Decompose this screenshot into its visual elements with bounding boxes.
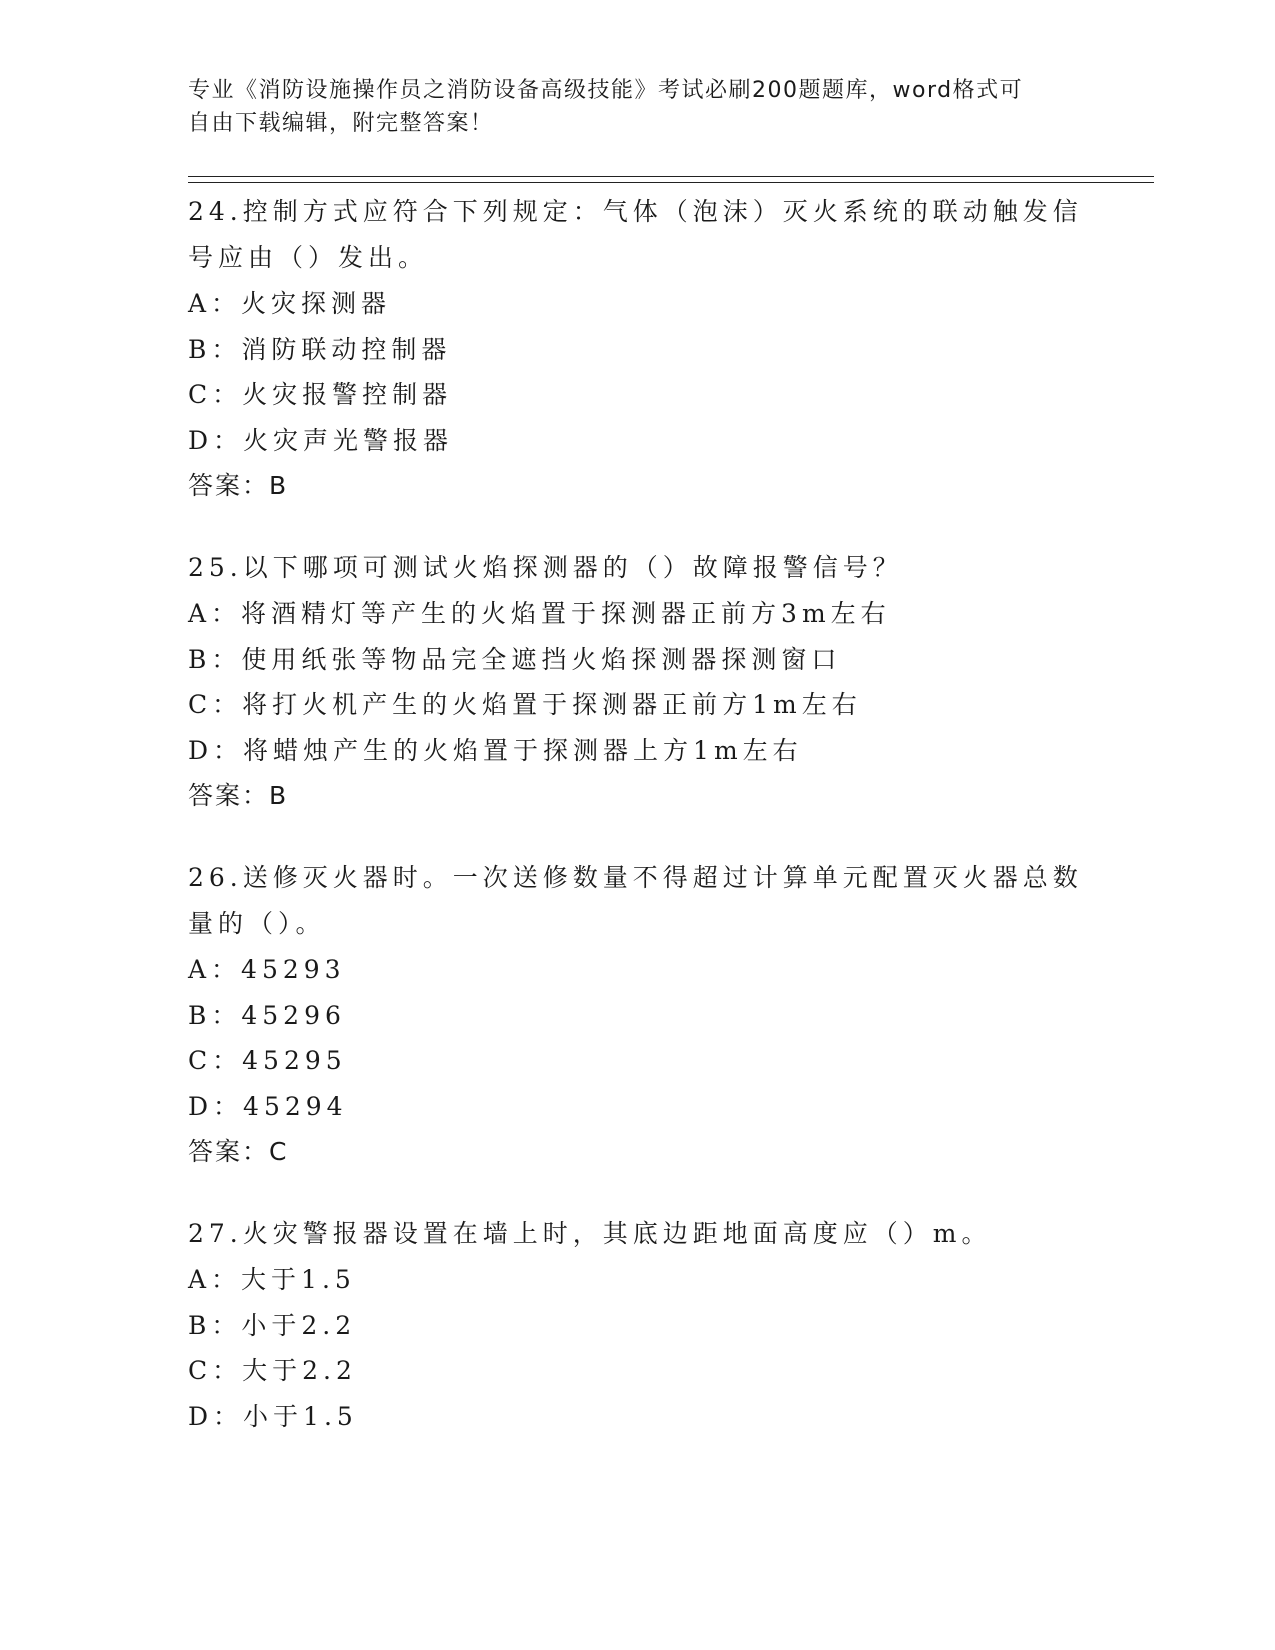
option-b: B：小于2.2	[188, 1310, 357, 1340]
option-c: C：火灾报警控制器	[188, 380, 453, 409]
question-text: 26.送修灭火器时。一次送修数量不得超过计算单元配置灭火器总数量的（）。	[188, 863, 1083, 938]
answer-line: 答案：B	[188, 781, 289, 810]
option-c: C：大于2.2	[188, 1356, 357, 1385]
question-list	[188, 189, 1088, 1475]
question-25	[188, 545, 1088, 819]
question-26	[188, 855, 1088, 1175]
document-header	[188, 74, 1088, 140]
question-text: 24.控制方式应符合下列规定：气体（泡沫）灭火系统的联动触发信号应由（）发出。	[188, 197, 1083, 272]
option-a: A：火灾探测器	[188, 289, 392, 318]
header-line-2: 自由下载编辑，附完整答案！	[188, 111, 494, 136]
question-text: 25.以下哪项可测试火焰探测器的（）故障报警信号？	[188, 553, 903, 582]
question-text: 27.火灾警报器设置在墙上时，其底边距地面高度应（）m。	[188, 1219, 992, 1248]
option-d: D：火灾声光警报器	[188, 425, 454, 455]
answer-line: 答案：B	[188, 471, 289, 500]
header-line-1: 专业《消防设施操作员之消防设备高级技能》考试必刷200题题库，word格式可	[188, 78, 1024, 103]
option-d: D：将蜡烛产生的火焰置于探测器上方1m左右	[188, 735, 803, 765]
option-a: A：将酒精灯等产生的火焰置于探测器正前方3m左右	[188, 599, 891, 628]
option-d: D：45294	[188, 1091, 348, 1121]
option-b: B：消防联动控制器	[188, 334, 452, 364]
option-b: B：45296	[188, 1000, 346, 1030]
answer-line: 答案：C	[188, 1137, 289, 1166]
question-27	[188, 1211, 1088, 1439]
option-c: C：45295	[188, 1046, 347, 1075]
question-24	[188, 189, 1088, 509]
option-c: C：将打火机产生的火焰置于探测器正前方1m左右	[188, 690, 862, 719]
option-b: B：使用纸张等物品完全遮挡火焰探测器探测窗口	[188, 644, 842, 674]
option-d: D：小于1.5	[188, 1401, 358, 1431]
header-divider-bottom	[188, 182, 1154, 183]
header-divider-top	[188, 176, 1154, 177]
option-a: A：45293	[188, 955, 346, 984]
option-a: A：大于1.5	[188, 1265, 356, 1294]
